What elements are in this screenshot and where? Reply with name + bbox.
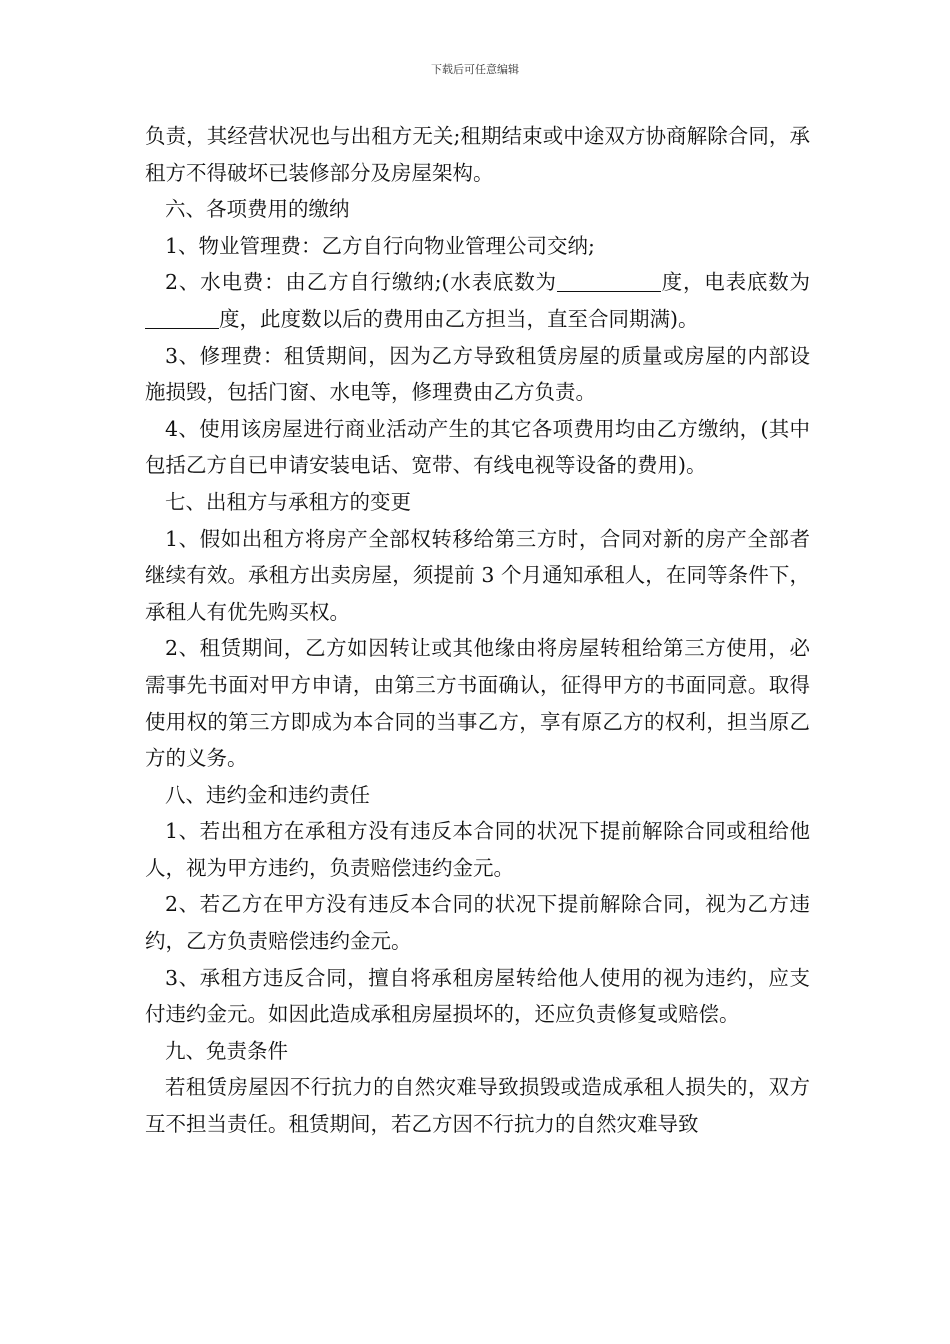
paragraph: 1、物业管理费：乙方自行向物业管理公司交纳; [165, 233, 595, 258]
electric-meter-blank [145, 306, 219, 329]
document-body [145, 118, 810, 1143]
water-meter-blank [557, 269, 661, 292]
text-segment: 度，电表底数为 [660, 270, 810, 295]
section-heading: 八、违约金和违约责任 [165, 782, 370, 807]
paragraph: 3、承租方违反合同，擅自将承租房屋转给他人使用的视为违约，应支付违约金元。如因此造成承租房屋损坏的，还应负责修复或赔偿。 [145, 965, 810, 1027]
paragraph: 若租赁房屋因不行抗力的自然灾难导致损毁或造成承租人损失的，双方互不担当责任。租赁期间，若乙方因不行抗力的自然灾难导致 [145, 1075, 810, 1137]
paragraph: 1、假如出租方将房产全部权转移给第三方时，合同对新的房产全部者继续有效。承租方出卖房屋，须提前 3 个月通知承租人，在同等条件下，承租人有优先购买权。 [145, 526, 810, 624]
paragraph: 2、若乙方在甲方没有违反本合同的状况下提前解除合同，视为乙方违约，乙方负责赔偿违约金元。 [145, 892, 810, 954]
paragraph: 1、若出租方在承租方没有违反本合同的状况下提前解除合同或租给他人，视为甲方违约，负责赔偿违约金元。 [145, 819, 810, 880]
text-segment: 2、水电费：由乙方自行缴纳;(水表底数为 [165, 270, 557, 295]
paragraph: 负责，其经营状况也与出租方无关;租期结束或中途双方协商解除合同，承租方不得破坏已装修部分及房屋架构。 [145, 124, 810, 185]
section-heading: 七、出租方与承租方的变更 [165, 489, 411, 514]
paragraph: 3、修理费：租赁期间，因为乙方导致租赁房屋的质量或房屋的内部设施损毁，包括门窗、水电等，修理费由乙方负责。 [145, 343, 810, 405]
section-heading: 九、免责条件 [165, 1038, 288, 1063]
text-segment: 度，此度数以后的费用由乙方担当，直至合同期满)。 [219, 306, 699, 331]
paragraph-utility-fees [145, 264, 810, 337]
page-header: 下载后可任意编辑 [431, 63, 519, 76]
paragraph: 4、使用该房屋进行商业活动产生的其它各项费用均由乙方缴纳，(其中包括乙方自已申请安装电话、宽带、有线电视等设备的费用)。 [145, 416, 810, 478]
section-heading: 六、各项费用的缴纳 [165, 197, 350, 222]
paragraph: 2、租赁期间，乙方如因转让或其他缘由将房屋转租给第三方使用，必需事先书面对甲方申请，由第三方书面确认，征得甲方的书面同意。取得使用权的第三方即成为本合同的当事乙方，享有原乙方的权利，担当原乙方的义务。 [145, 636, 810, 771]
